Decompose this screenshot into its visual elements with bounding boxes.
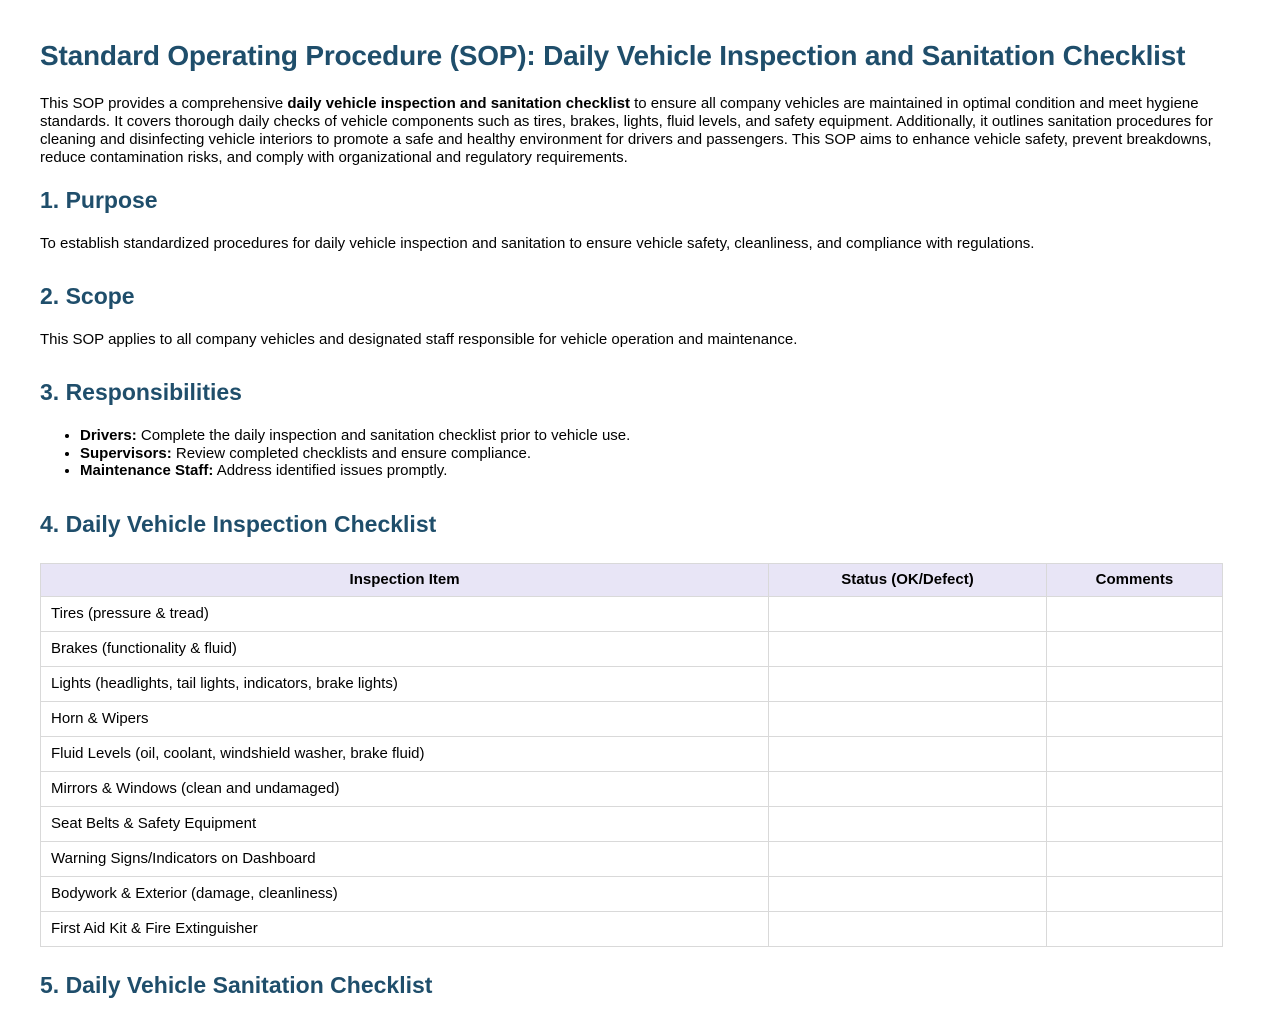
inspection-item-cell: Lights (headlights, tail lights, indicators, brake lights) bbox=[41, 666, 769, 701]
comments-cell bbox=[1046, 666, 1222, 701]
column-header-status: Status (OK/Defect) bbox=[769, 563, 1047, 596]
inspection-checklist-table bbox=[40, 563, 1223, 947]
responsibilities-list bbox=[40, 427, 1223, 480]
status-cell bbox=[769, 596, 1047, 631]
section-heading-sanitation-checklist: 5. Daily Vehicle Sanitation Checklist bbox=[40, 971, 433, 998]
table-row bbox=[41, 666, 1223, 701]
inspection-item-cell: Horn & Wipers bbox=[41, 701, 769, 736]
section-heading-scope: 2. Scope bbox=[40, 283, 135, 309]
status-cell bbox=[769, 876, 1047, 911]
comments-cell bbox=[1046, 596, 1222, 631]
status-cell bbox=[769, 631, 1047, 666]
status-cell bbox=[769, 666, 1047, 701]
list-item-label: Maintenance Staff: bbox=[80, 462, 214, 479]
comments-cell bbox=[1046, 701, 1222, 736]
intro-paragraph bbox=[40, 95, 1223, 167]
inspection-item-cell: Seat Belts & Safety Equipment bbox=[41, 806, 769, 841]
table-header-row bbox=[41, 563, 1223, 596]
list-item-drivers bbox=[80, 427, 1223, 445]
table-row bbox=[41, 631, 1223, 666]
comments-cell bbox=[1046, 876, 1222, 911]
table-row bbox=[41, 771, 1223, 806]
inspection-item-cell: Warning Signs/Indicators on Dashboard bbox=[41, 841, 769, 876]
intro-text-part1: This SOP provides a comprehensive bbox=[40, 95, 288, 112]
intro-text-bold: daily vehicle inspection and sanitation checklist bbox=[287, 95, 630, 112]
section-heading-inspection-checklist: 4. Daily Vehicle Inspection Checklist bbox=[40, 510, 437, 537]
section-heading-purpose: 1. Purpose bbox=[40, 187, 158, 213]
inspection-item-cell: Fluid Levels (oil, coolant, windshield washer, brake fluid) bbox=[41, 736, 769, 771]
comments-cell bbox=[1046, 631, 1222, 666]
comments-cell bbox=[1046, 911, 1222, 946]
status-cell bbox=[769, 806, 1047, 841]
list-item-text: Address identified issues promptly. bbox=[213, 462, 448, 479]
list-item-label: Drivers: bbox=[80, 427, 137, 444]
intro-text-part2: to ensure all company vehicles are maintained in optimal condition and meet hygiene standards. It covers thorough daily checks of vehicle components such as tires, brakes, lights, fluid levels, and safety equipment. Additionally, it outlines sanitation procedures for cleaning and disinfecting vehicle interiors to promote a safe and healthy environment for drivers and passengers. This SOP aims to enhance vehicle safety, prevent breakdowns, reduce contamination risks, and comply with organizational and regulatory requirements. bbox=[40, 95, 1213, 166]
table-row bbox=[41, 596, 1223, 631]
page-title: Standard Operating Procedure (SOP): Daily Vehicle Inspection and Sanitation Checklist bbox=[40, 40, 1186, 71]
list-item-text: Complete the daily inspection and sanitation checklist prior to vehicle use. bbox=[136, 427, 631, 444]
scope-paragraph: This SOP applies to all company vehicles and designated staff responsible for vehicle operation and maintenance. bbox=[40, 331, 798, 348]
inspection-item-cell: Tires (pressure & tread) bbox=[41, 596, 769, 631]
document-page bbox=[40, 37, 1223, 999]
inspection-item-cell: First Aid Kit & Fire Extinguisher bbox=[41, 911, 769, 946]
list-item-label: Supervisors: bbox=[80, 444, 172, 462]
status-cell bbox=[769, 771, 1047, 806]
comments-cell bbox=[1046, 771, 1222, 806]
table-row bbox=[41, 806, 1223, 841]
table-row bbox=[41, 876, 1223, 911]
column-header-comments: Comments bbox=[1046, 563, 1222, 596]
purpose-paragraph: To establish standardized procedures for daily vehicle inspection and sanitation to ensure vehicle safety, cleanliness, and compliance with regulations. bbox=[40, 235, 1035, 252]
section-heading-responsibilities: 3. Responsibilities bbox=[40, 379, 242, 405]
comments-cell bbox=[1046, 841, 1222, 876]
list-item-maintenance-staff bbox=[80, 462, 1223, 480]
inspection-item-cell: Brakes (functionality & fluid) bbox=[41, 631, 769, 666]
inspection-item-cell: Mirrors & Windows (clean and undamaged) bbox=[41, 771, 769, 806]
list-item-supervisors bbox=[80, 445, 1223, 463]
table-row bbox=[41, 736, 1223, 771]
status-cell bbox=[769, 736, 1047, 771]
table-row bbox=[41, 841, 1223, 876]
comments-cell bbox=[1046, 806, 1222, 841]
inspection-item-cell: Bodywork & Exterior (damage, cleanliness) bbox=[41, 876, 769, 911]
comments-cell bbox=[1046, 736, 1222, 771]
column-header-inspection-item: Inspection Item bbox=[41, 563, 769, 596]
status-cell bbox=[769, 911, 1047, 946]
table-row bbox=[41, 911, 1223, 946]
table-row bbox=[41, 701, 1223, 736]
status-cell bbox=[769, 701, 1047, 736]
list-item-text: Review completed checklists and ensure compliance. bbox=[171, 444, 532, 462]
status-cell bbox=[769, 841, 1047, 876]
